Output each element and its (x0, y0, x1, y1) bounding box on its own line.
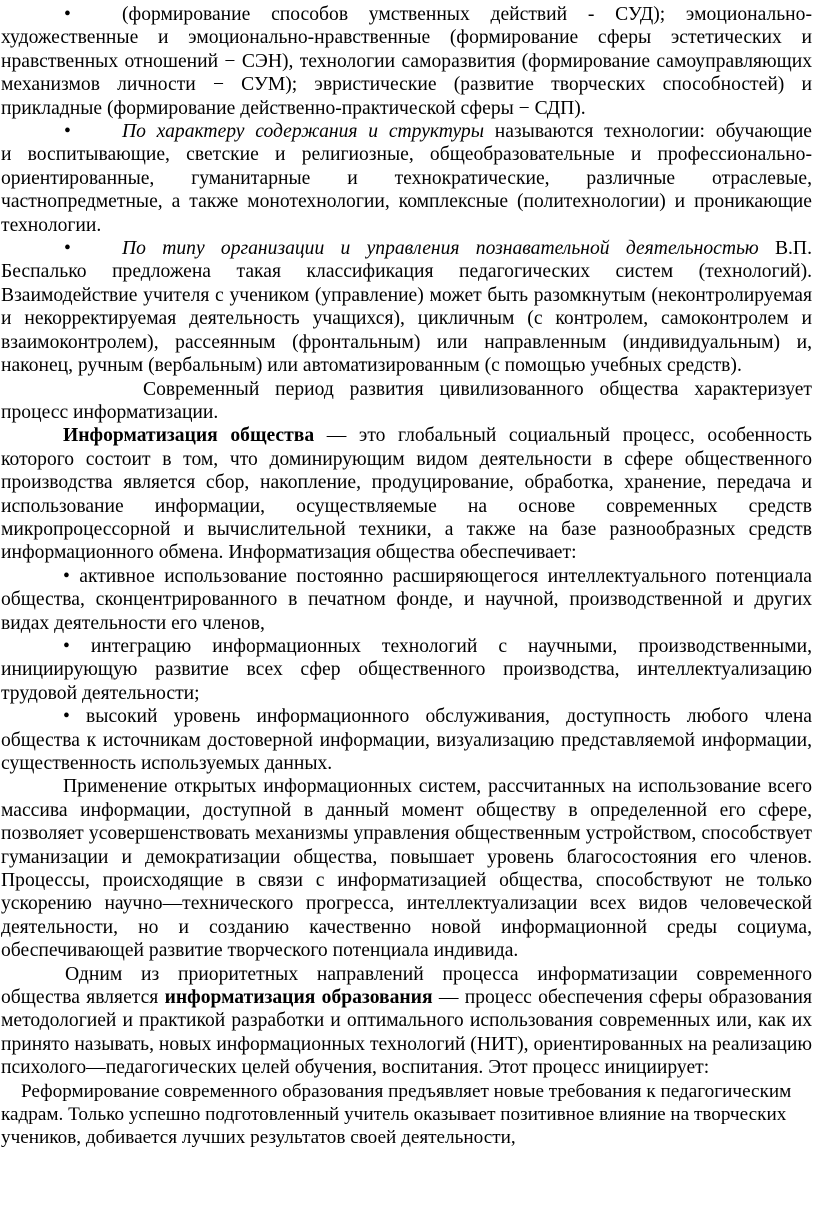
paragraph-text: — это глобальный социальный процесс, особенность которого состоит в том, что доминирующим видом деятельности в сфере общественного производства является сбор, накопление, продуцирование, обработка, хранение, передача и использование информации, осуществляемые на основе современных средств микропроцессорной и вычислительной техники, а также на базе разнообразных средств информационного обмена. Информатизация общества обеспечивает: (1, 425, 812, 564)
bullet-icon: • (64, 238, 71, 260)
bold-term: информатизация образования (164, 987, 433, 1009)
paragraph-modern-period: Современный период развития цивилизованного общества характеризует процесс информатизации. (1, 378, 812, 423)
paragraph-first-line: (формирование способов умственных действий - СУД); эмоционально- (122, 4, 812, 25)
list-item: • активное использование постоянно расширяющегося интеллектуального потенциала общества, сконцентрированного в печатном фонде, и научной, производственной и других видах деятельности его членов, (1, 565, 812, 634)
paragraph-informatization-definition (1, 424, 812, 564)
list-item: • интеграцию информационных технологий с научными, производственными, инициирующую развитие всех сфер общественного производства, интеллектуализацию трудовой деятельности; (1, 635, 812, 704)
paragraph-first-line (122, 120, 812, 143)
paragraph-first-line-rest: называются технологии: обучающие (494, 121, 813, 143)
paragraph-text: Одним из приоритетных направлений процесса информатизации современного общества является (1, 963, 812, 1009)
paragraph-text: и воспитывающие, светские и религиозные, общеобразовательные и профессионально-ориентированные, гуманитарные и технократические, различные отраслевые, частнопредметные, а также монотехнологии, комплексные (политехнологии) и проникающие технологии. (1, 144, 812, 236)
bullet-paragraph-methods (1, 3, 812, 120)
paragraph-first-line-rest: В.П. (774, 238, 812, 260)
paragraph-reform: Реформирование современного образования предъявляет новые требования к педагогическим кадрам. Только успешно подготовленный учитель оказывает позитивное влияние на творческих учеников, добивается лучших результатов своей деятельности, (1, 1080, 792, 1149)
italic-term: По типу организации и управления познавательной деятельностью (122, 238, 759, 260)
bullet-icon: • (64, 121, 71, 143)
paragraph-text: — процесс обеспечения сферы образования методологией и практикой разработки и оптимального использования современных или, как их принято называть, новых информационных технологий (НИТ), ориентированных на реализацию психолого—педагогических целей обучения, воспитания. Этот процесс инициирует: (1, 987, 812, 1079)
paragraph-open-systems: Применение открытых информационных систем, рассчитанных на использование всего массива информации, доступной в данный момент обществу в определенной его сфере, позволяет усовершенствовать механизмы управления общественным устройством, способствует гуманизации и демократизации общества, повышает уровень благосостояния его членов. Процессы, происходящие в связи с информатизацией общества, способствуют не только ускорению научно—технического прогресса, интеллектуализации всех видов человеческой деятельности, но и созданию качественно новой информационной среды социума, обеспечивающей развитие творческого потенциала индивида. (1, 776, 812, 962)
paragraph-first-line (122, 237, 812, 260)
paragraph-text: художественные и эмоционально-нравственные (формирование сферы эстетических и нравственных отношений − СЭН), технологии саморазвития (формирование самоуправляющих механизмов личности − СУМ); эвристические (развитие творческих способностей) и прикладные (формирование действенно-практической сферы − СДП). (1, 27, 812, 119)
italic-term: По характеру содержания и структуры (122, 121, 484, 143)
paragraph-text: Беспалько предложена такая классификация педагогических систем (технологий). Взаимодействие учителя с учеником (управление) может быть разомкнутым (неконтролируемая и некорректируемая деятельность учащихся), цикличным (с контролем, самоконтролем и взаимоконтролем), рассеянным (фронтальным) или направленным (индивидуальным) и, наконец, ручным (вербальным) или автоматизированным (с помощью учебных средств). (1, 261, 812, 377)
paragraph-education-informatization (1, 963, 812, 1080)
bold-term: Информатизация общества (63, 425, 315, 447)
bullet-paragraph-content-structure (1, 120, 812, 237)
bullet-icon: • (64, 4, 71, 25)
list-item: • высокий уровень информационного обслуживания, доступность любого члена общества к источникам достоверной информации, визуализацию представляемой информации, существенность используемых данных. (1, 706, 812, 774)
bullet-paragraph-organization (1, 237, 812, 377)
